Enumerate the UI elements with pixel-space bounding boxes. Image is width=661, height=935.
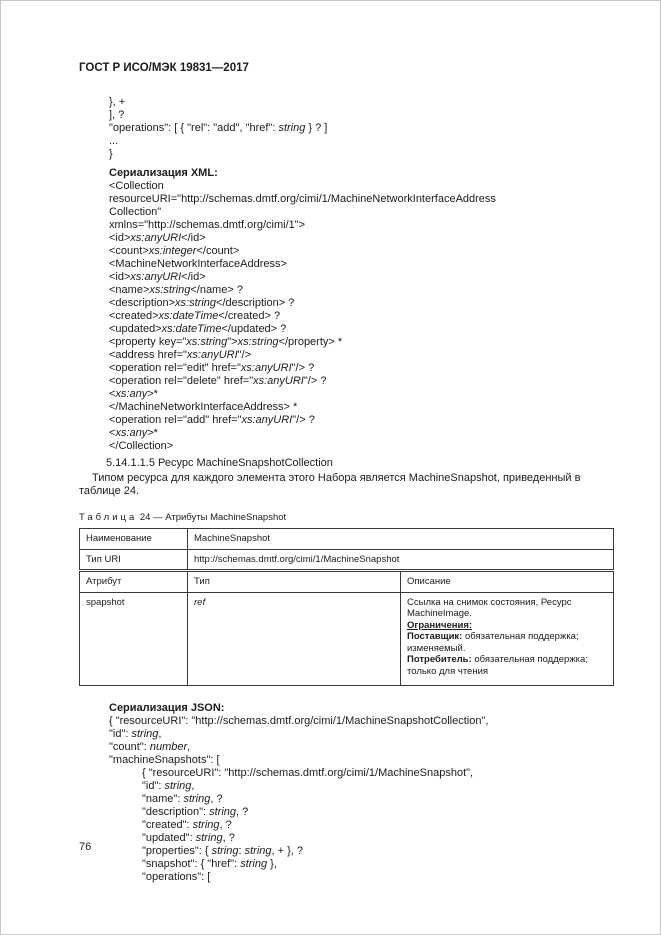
code-line: <xs:any>* (109, 388, 158, 400)
code-line: <description>xs:string</description> ? (109, 297, 295, 309)
code-line: ... (109, 135, 119, 147)
page-number: 76 (79, 841, 92, 853)
table-cell-attribute: spapshot (80, 592, 188, 686)
document-header: ГОСТ Р ИСО/МЭК 19831—2017 (79, 62, 249, 74)
table-header-type: Тип (188, 571, 401, 593)
code-line: }, + (109, 96, 126, 108)
code-line: "operations": [ { "rel": "add", "href": string } ? ] (109, 122, 328, 134)
table-caption-label: Таблица (79, 512, 138, 523)
json-fragment-top (109, 96, 614, 161)
code-line: } (109, 148, 113, 160)
code-line: Ограничения: (407, 619, 473, 631)
table-cell-uri-label: Тип URI (80, 549, 188, 571)
code-line: <operation rel="add" href="xs:anyURI"/> ? (109, 414, 315, 426)
code-line: <updated>xs:dateTime</updated> ? (109, 323, 287, 335)
table-caption (79, 512, 614, 524)
code-line: <property key="xs:string">xs:string</property> * (109, 336, 343, 348)
section-paragraph: Типом ресурса для каждого элемента этого Набора является MachineSnapshot, приведенный в таблице 24. (79, 472, 581, 497)
table-header-attribute: Атрибут (80, 571, 188, 593)
code-line: { "resourceURI": "http://schemas.dmtf.org/cimi/1/MachineSnapshotCollection", (109, 715, 489, 727)
code-line: "count": number, (109, 741, 191, 753)
json-serialization-title: Сериализация JSON: (109, 702, 225, 714)
code-line: "id": string, (142, 780, 195, 792)
table-cell-name-label: Наименование (80, 529, 188, 550)
code-line: xmlns="http://schemas.dmtf.org/cimi/1"> (109, 219, 306, 231)
section-heading (79, 457, 614, 470)
code-line: "snapshot": { "href": string }, (142, 858, 277, 870)
code-line: Поставщик: обязательная поддержка; изменяемый. (407, 631, 582, 654)
table-header-description: Описание (401, 571, 614, 593)
table-cell-uri-value: http://schemas.dmtf.org/cimi/1/MachineSnapshot (188, 549, 614, 571)
table-cell-name-value: MachineSnapshot (188, 529, 614, 550)
section-title: Ресурс MachineSnapshotCollection (158, 457, 333, 469)
code-line: </MachineNetworkInterfaceAddress> * (109, 401, 298, 413)
code-line: <id>xs:anyURI</id> (109, 232, 206, 244)
code-line: "id": string, (109, 728, 162, 740)
table-row-uri (80, 549, 614, 571)
code-line: <MachineNetworkInterfaceAddress> (109, 258, 287, 270)
code-line: { "resourceURI": "http://schemas.dmtf.org/cimi/1/MachineSnapshot", (142, 767, 474, 779)
json-serialization-code (109, 715, 614, 884)
code-line: "created": string, ? (142, 819, 232, 831)
code-line: <id>xs:anyURI</id> (109, 271, 206, 283)
table-cell-type: ref (188, 592, 401, 686)
code-line: "machineSnapshots": [ (109, 754, 220, 766)
code-line: Collection" (109, 206, 162, 218)
code-line: resourceURI="http://schemas.dmtf.org/cimi/1/MachineNetworkInterfaceAddress (109, 193, 496, 205)
xml-serialization-code (109, 180, 614, 453)
table-cell-description (401, 592, 614, 686)
code-line: "operations": [ (142, 871, 211, 883)
code-line: <operation rel="edit" href="xs:anyURI"/> ? (109, 362, 315, 374)
code-line: <operation rel="delete" href="xs:anyURI"/> ? (109, 375, 327, 387)
code-line: "description": string, ? (142, 806, 249, 818)
code-line: <address href="xs:anyURI"/> (109, 349, 252, 361)
table-caption-text: 24 — Атрибуты MachineSnapshot (139, 512, 287, 523)
code-line: <name>xs:string</name> ? (109, 284, 243, 296)
xml-serialization-title: Сериализация XML: (109, 167, 218, 179)
table-header-row (80, 571, 614, 593)
code-line: Потребитель: обязательная поддержка; только для чтения (407, 654, 591, 677)
code-line: "updated": string, ? (142, 832, 235, 844)
code-line: "properties": { string: string, + }, ? (142, 845, 304, 857)
code-line: <count>xs:integer</count> (109, 245, 240, 257)
code-line: <Collection (109, 180, 164, 192)
code-line: </Collection> (109, 440, 174, 452)
code-line: <created>xs:dateTime</created> ? (109, 310, 281, 322)
code-line: Ссылка на снимок состояния, Ресурс MachineImage. (407, 596, 575, 619)
code-line: ], ? (109, 109, 125, 121)
table-row-name (80, 529, 614, 550)
table-row-snapshot (80, 592, 614, 686)
code-line: "name": string, ? (142, 793, 223, 805)
section-number: 5.14.1.1.5 (106, 457, 155, 469)
attributes-table (79, 528, 614, 686)
code-line: <xs:any>* (109, 427, 158, 439)
